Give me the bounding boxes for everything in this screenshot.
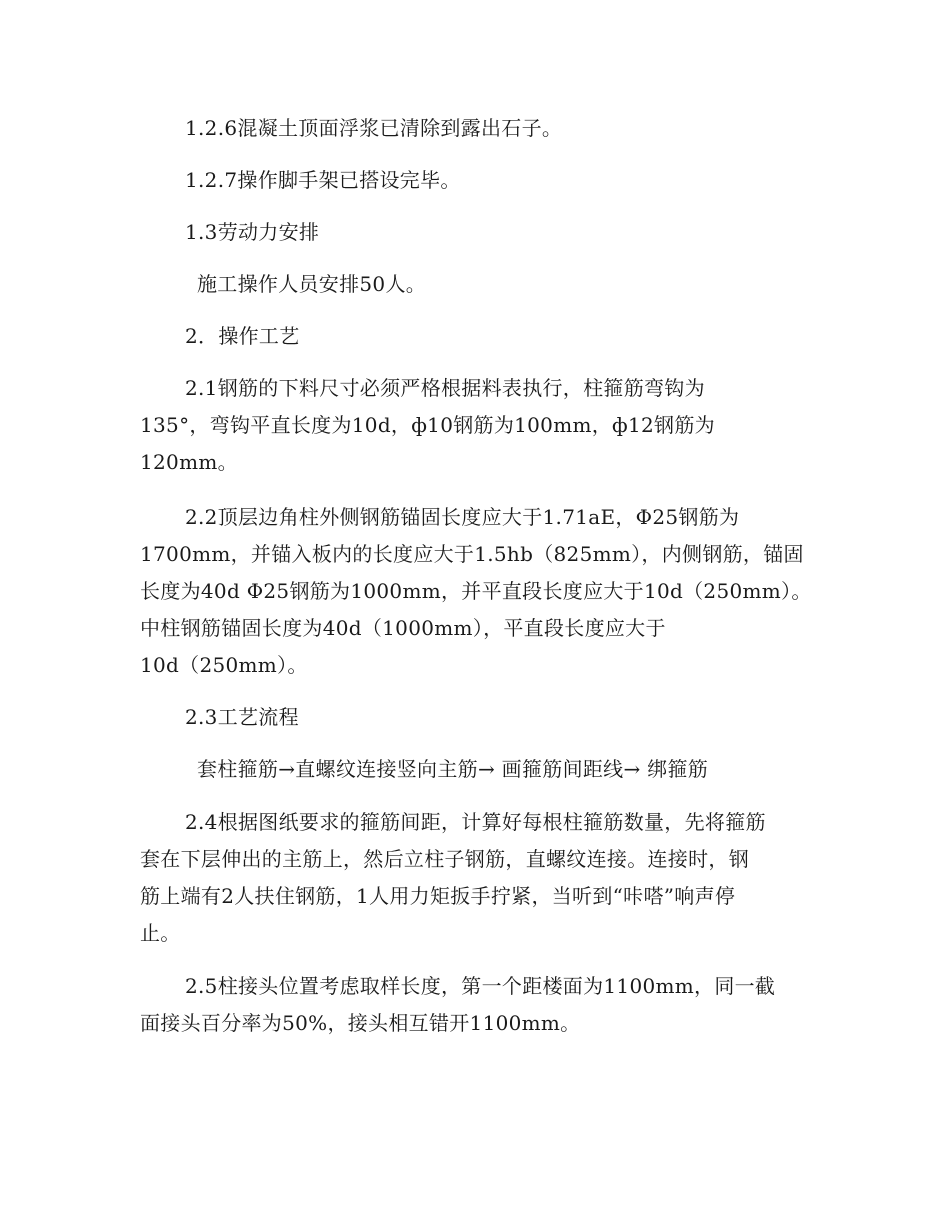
paragraph-labor: 施工操作人员安排50人。 bbox=[197, 272, 427, 296]
paragraph-2-2-line: 1700mm，并锚入板内的长度应大于1.5hb（825mm），内侧钢筋，锚固 bbox=[140, 542, 804, 566]
paragraph-2-4-line: 套在下层伸出的主筋上，然后立柱子钢筋，直螺纹连接。连接时，钢 bbox=[140, 847, 749, 871]
paragraph-2-5-line: 面接头百分率为50%，接头相互错开1100mm。 bbox=[140, 1011, 581, 1035]
paragraph-2-1-line: 120mm。 bbox=[140, 450, 238, 474]
paragraph-2-2-line: 中柱钢筋锚固长度为40d（1000mm），平直段长度应大于 bbox=[140, 616, 666, 640]
paragraph-2-2-line: 2.2顶层边角柱外侧钢筋锚固长度应大于1.71aE，Φ25钢筋为 bbox=[185, 505, 740, 529]
paragraph-1-2-7: 1.2.7操作脚手架已搭设完毕。 bbox=[185, 168, 461, 192]
paragraph-2-1-line: 135°，弯钩平直长度为10d，ф10钢筋为100mm，ф12钢筋为 bbox=[140, 413, 715, 437]
paragraph-2-5-line: 2.5柱接头位置考虑取样长度，第一个距楼面为1100mm，同一截 bbox=[185, 974, 776, 998]
paragraph-2-4-line: 2.4根据图纸要求的箍筋间距，计算好每根柱箍筋数量，先将箍筋 bbox=[185, 810, 766, 834]
paragraph-2-4-line: 筋上端有2人扶住钢筋，1人用力矩扳手拧紧，当听到“咔嗒”响声停 bbox=[140, 884, 736, 908]
paragraph-1-2-6: 1.2.6混凝土顶面浮浆已清除到露出石子。 bbox=[185, 116, 563, 140]
paragraph-2-2-line: 长度为40d Φ25钢筋为1000mm，并平直段长度应大于10d（250mm）。 bbox=[140, 579, 812, 603]
paragraph-2-2-line: 10d（250mm）。 bbox=[140, 653, 308, 677]
process-flow: 套柱箍筋→直螺纹连接竖向主筋→ 画箍筋间距线→ 绑箍筋 bbox=[197, 757, 709, 781]
paragraph-2-4-line: 止。 bbox=[140, 921, 181, 945]
heading-2-3: 2.3工艺流程 bbox=[185, 705, 299, 729]
heading-1-3: 1.3劳动力安排 bbox=[185, 220, 320, 244]
heading-2: 2．操作工艺 bbox=[185, 324, 300, 348]
paragraph-2-1-line: 2.1钢筋的下料尺寸必须严格根据料表执行，柱箍筋弯钩为 bbox=[185, 376, 705, 400]
